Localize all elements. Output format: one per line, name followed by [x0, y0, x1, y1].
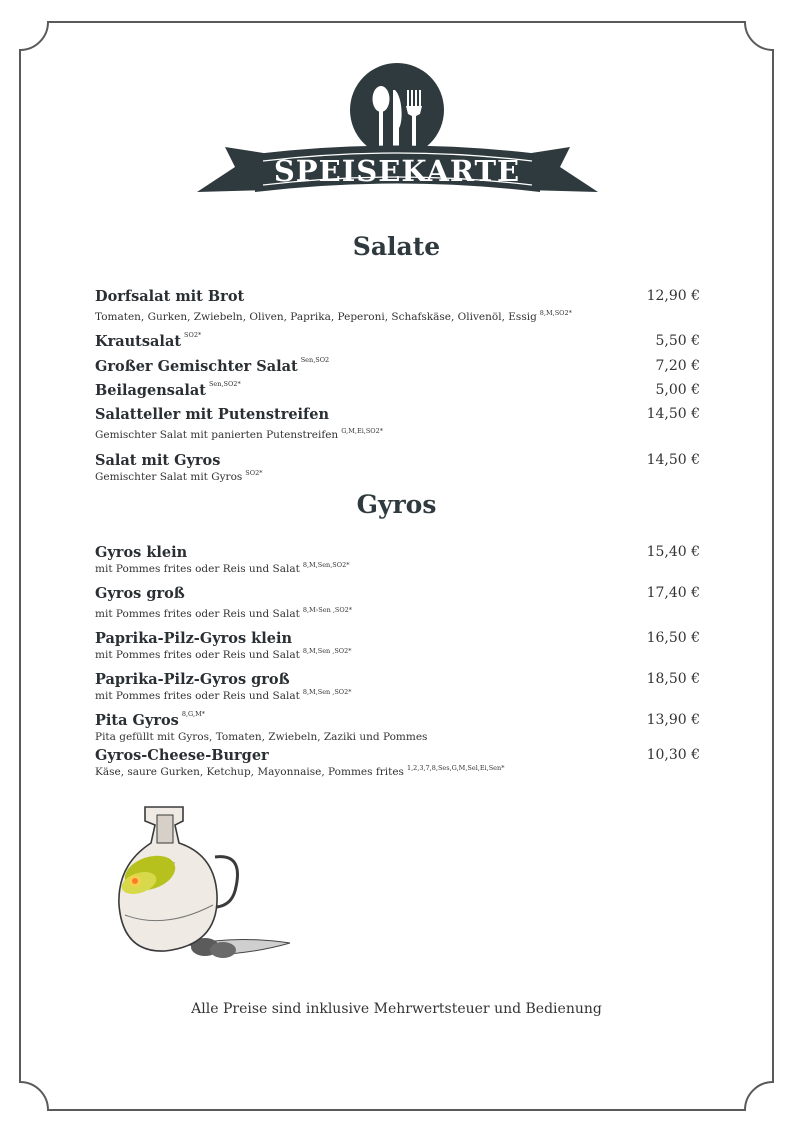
menu-item: [95, 712, 700, 743]
menu-item: [95, 358, 700, 375]
item-name: Pita Gyros: [95, 712, 179, 729]
item-allergens: Sen,SO2*: [208, 380, 241, 388]
item-name: Paprika-Pilz-Gyros groß: [95, 671, 290, 688]
item-description: mit Pommes frites oder Reis und Salat: [95, 608, 300, 620]
item-price: 13,90 €: [646, 712, 700, 728]
item-price: 16,50 €: [646, 630, 700, 646]
item-allergens: SO2*: [184, 331, 202, 339]
banner-title: SPEISEKARTE: [273, 154, 521, 188]
item-name: Dorfsalat mit Brot: [95, 288, 245, 305]
item-allergens: G,M,Ei,SO2*: [341, 427, 384, 435]
item-price: 7,20 €: [655, 358, 700, 374]
item-description: mit Pommes frites oder Reis und Salat: [95, 649, 300, 661]
item-name: Paprika-Pilz-Gyros klein: [95, 630, 292, 647]
item-name: Salat mit Gyros: [95, 452, 221, 469]
item-allergens: 1,2,3,7,8,Ses,G,M,Sel,Ei,Sen*: [406, 764, 505, 772]
item-name: Salatteller mit Putenstreifen: [95, 406, 330, 423]
item-allergens: 8,M,Sen,SO2*: [302, 561, 350, 569]
item-price: 5,00 €: [655, 382, 700, 398]
item-name: Gyros klein: [95, 544, 188, 561]
menu-item: [95, 382, 700, 399]
item-allergens: Sen,SO2: [300, 356, 330, 364]
menu-item: [95, 333, 700, 350]
menu-item: [95, 630, 700, 661]
item-allergens: 8,M,SO2*: [539, 309, 572, 317]
menu-item: [95, 544, 700, 575]
item-name: Gyros groß: [95, 585, 185, 602]
section-title-gyros: Gyros: [356, 490, 437, 519]
menu-item: [95, 747, 700, 778]
item-name: Beilagensalat: [95, 382, 206, 399]
item-description: mit Pommes frites oder Reis und Salat: [95, 563, 300, 575]
item-price: 15,40 €: [646, 544, 700, 560]
price-note: Alle Preise sind inklusive Mehrwertsteuer und Bedienung: [191, 1001, 602, 1017]
menu-item: [95, 671, 700, 702]
item-price: 18,50 €: [646, 671, 700, 687]
item-price: 17,40 €: [646, 585, 700, 601]
menu-item: [95, 288, 700, 323]
item-allergens: 8,M,Sen ,SO2*: [302, 688, 352, 696]
item-description: Tomaten, Gurken, Zwiebeln, Oliven, Paprika, Peperoni, Schafskäse, Olivenöl, Essig: [95, 311, 537, 323]
menu-item: [95, 406, 700, 441]
item-price: 5,50 €: [655, 333, 700, 349]
item-allergens: 8,M,Sen ,SO2*: [302, 647, 352, 655]
item-name: Großer Gemischter Salat: [95, 358, 298, 375]
item-description: mit Pommes frites oder Reis und Salat: [95, 690, 300, 702]
item-name: Gyros-Cheese-Burger: [95, 747, 269, 764]
item-price: 12,90 €: [646, 288, 700, 304]
item-name: Krautsalat: [95, 333, 182, 350]
item-description: Gemischter Salat mit panierten Putenstreifen: [95, 429, 339, 441]
item-allergens: 8,G,M*: [181, 710, 205, 718]
item-description: Pita gefüllt mit Gyros, Tomaten, Zwiebeln, Zaziki und Pommes: [95, 731, 428, 743]
item-allergens: 8,M›Sen ,SO2*: [302, 606, 353, 614]
item-price: 14,50 €: [646, 452, 700, 468]
menu-item: [95, 452, 700, 483]
item-price: 10,30 €: [646, 747, 700, 763]
item-description: Käse, saure Gurken, Ketchup, Mayonnaise, Pommes frites: [95, 766, 404, 778]
item-description: Gemischter Salat mit Gyros: [95, 471, 243, 483]
item-allergens: SO2*: [245, 469, 263, 477]
item-price: 14,50 €: [646, 406, 700, 422]
olive-oil-bottle-illustration: [105, 795, 295, 970]
menu-item: [95, 585, 700, 620]
menu-logo: [195, 62, 600, 212]
section-title-salate: Salate: [352, 232, 441, 261]
